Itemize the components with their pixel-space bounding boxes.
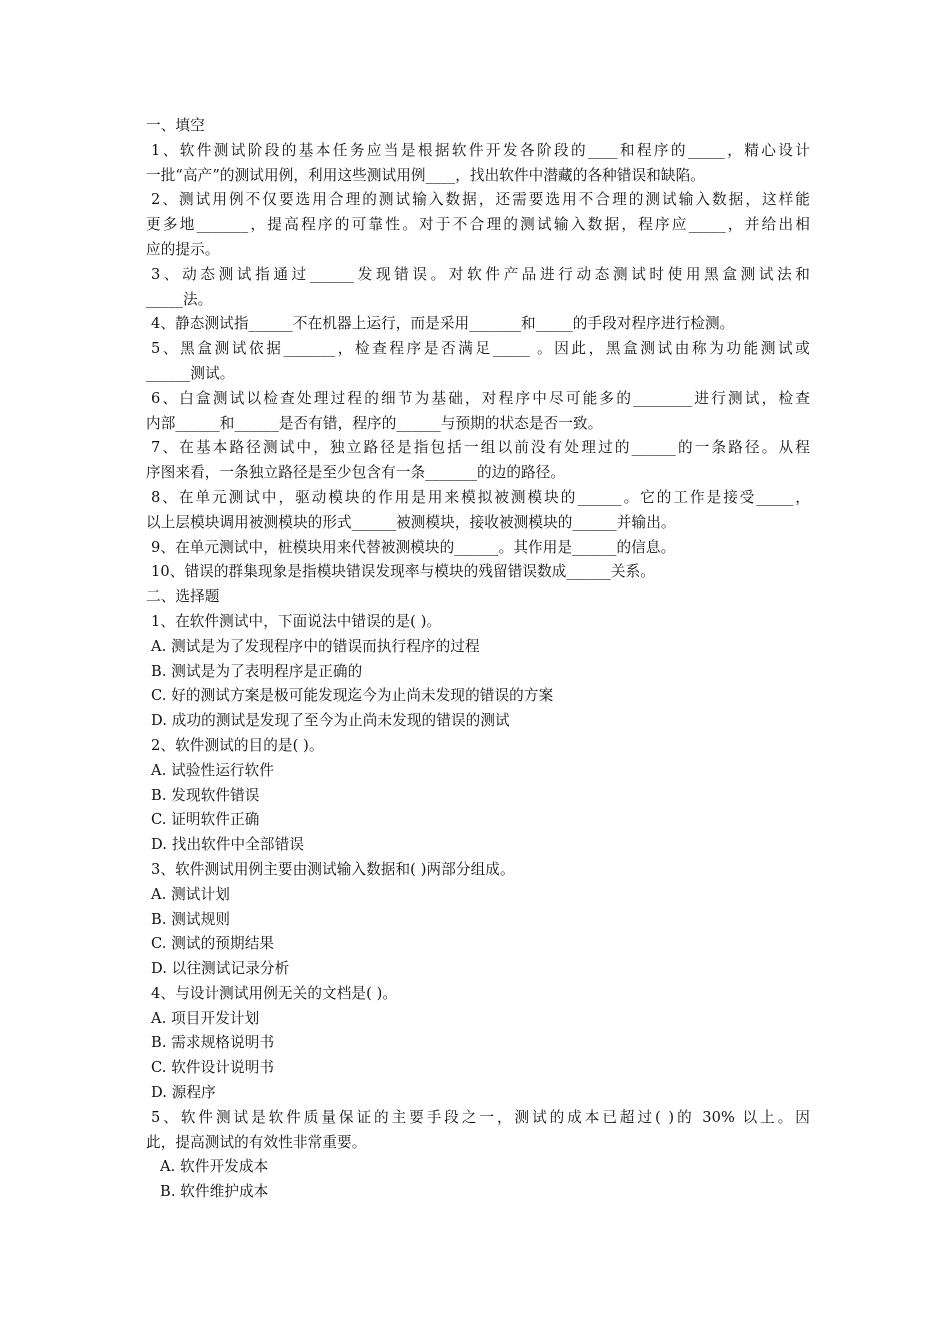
fill-question-10: [146, 560, 810, 585]
fill-question-7: [146, 436, 810, 486]
choice-question-text: 此，提高测试的有效性非常重要。: [146, 1133, 367, 1151]
fill-question-2: [146, 188, 810, 262]
choice-option: B. 软件维护成本: [160, 1183, 269, 1201]
choice-option: A. 项目开发计划: [151, 1009, 260, 1027]
fill-question-4: [146, 312, 810, 337]
choice-option: A. 测试是为了发现程序中的错误而执行程序的过程: [151, 637, 480, 655]
fill-question-8: [146, 486, 810, 536]
choice-option: D. 找出软件中全部错误: [151, 836, 305, 854]
choice-option: C. 软件设计说明书: [151, 1059, 275, 1077]
choice-option: A. 测试计划: [151, 885, 230, 903]
fill-question-line: 9、在单元测试中，桩模块用来代替被测模块的______。其作用是______的信息。: [151, 538, 676, 556]
choice-option: B. 需求规格说明书: [151, 1034, 275, 1052]
choice-question-text: 3、软件测试用例主要由测试输入数据和( )两部分组成。: [151, 860, 515, 878]
document-body: [146, 114, 810, 1205]
fill-in-questions: [146, 139, 810, 585]
choice-option: D. 以往测试记录分析: [151, 960, 290, 978]
fill-question-line: 2、测试用例不仅要选用合理的测试输入数据，还需要选用不合理的测试输入数据，这样能: [151, 191, 810, 209]
fill-question-line: 内部______和______是否有错，程序的______与预期的状态是否一致。: [146, 414, 603, 432]
choice-option: B. 测试是为了表明程序是正确的: [151, 662, 363, 680]
choice-question-text: 2、软件测试的目的是( )。: [151, 736, 324, 754]
fill-question-line: 8、在单元测试中，驱动模块的作用是用来模拟被测模块的______。它的工作是接受_____，: [151, 488, 810, 506]
fill-question-line: 4、静态测试指______不在机器上运行，而是采用_______和_____的手段对程序进行检测。: [151, 315, 735, 333]
section-title-fill: 一、填空: [146, 117, 205, 134]
choice-option: D. 成功的测试是发现了至今为止尚未发现的错误的测试: [151, 712, 510, 730]
fill-question-line: 10、错误的群集现象是指模块错误发现率与模块的残留错误数成______关系。: [151, 563, 655, 581]
fill-question-line: 序图来看，一条独立路径是至少包含有一条_______的边的路径。: [146, 464, 566, 482]
choice-question-2: [146, 734, 810, 858]
choice-questions: [146, 610, 810, 1205]
fill-question-3: [146, 263, 810, 313]
fill-question-line: 以上层模块调用被测模块的形式______被测模块，接收被测模块的______并输出。: [146, 513, 676, 531]
choice-question-text: 5、软件测试是软件质量保证的主要手段之一，测试的成本已超过( )的 30% 以上。因: [151, 1108, 810, 1126]
section-title-choice: 二、选择题: [146, 588, 220, 606]
choice-question-text: 4、与设计测试用例无关的文档是( )。: [151, 984, 398, 1002]
choice-option: B. 测试规则: [151, 910, 231, 928]
fill-question-line: 7、在基本路径测试中，独立路径是指包括一组以前没有处理过的______的一条路径。从程: [151, 439, 810, 457]
fill-question-5: [146, 337, 810, 387]
choice-option: C. 测试的预期结果: [151, 935, 275, 953]
fill-question-6: [146, 387, 810, 437]
choice-option: A. 试验性运行软件: [151, 761, 274, 779]
choice-option: C. 好的测试方案是极可能发现迄今为止尚未发现的错误的方案: [151, 687, 554, 705]
fill-question-line: 一批“高产”的测试用例，利用这些测试用例____，找出软件中潜藏的各种错误和缺陷。: [146, 166, 705, 184]
fill-question-line: 6、白盒测试以检查处理过程的细节为基础，对程序中尽可能多的________进行测试，检查: [151, 389, 810, 407]
fill-question-line: ______测试。: [146, 364, 235, 382]
fill-question-line: 5、黑盒测试依据_______，检查程序是否满足_____ 。因此，黑盒测试由称为功能测试或: [151, 340, 810, 358]
fill-question-line: _____法。: [146, 290, 213, 308]
choice-option: B. 发现软件错误: [151, 786, 260, 804]
fill-question-line: 1、软件测试阶段的基本任务应当是根据软件开发各阶段的____和程序的_____，精心设计: [151, 141, 810, 159]
choice-question-5: [146, 1106, 810, 1205]
choice-option: D. 源程序: [151, 1084, 216, 1102]
fill-question-1: [146, 139, 810, 189]
fill-question-line: 3、动态测试指通过______发现错误。对软件产品进行动态测试时使用黑盒测试法和: [151, 265, 810, 283]
choice-question-1: [146, 610, 810, 734]
choice-question-4: [146, 982, 810, 1106]
choice-option: A. 软件开发成本: [160, 1158, 269, 1176]
fill-question-line: 应的提示。: [146, 240, 220, 258]
fill-question-9: [146, 536, 810, 561]
choice-question-3: [146, 858, 810, 982]
choice-option: C. 证明软件正确: [151, 811, 260, 829]
fill-question-line: 更多地_______，提高程序的可靠性。对于不合理的测试输入数据，程序应_____，并给出相: [146, 216, 810, 234]
choice-question-text: 1、在软件测试中，下面说法中错误的是( )。: [151, 612, 442, 630]
